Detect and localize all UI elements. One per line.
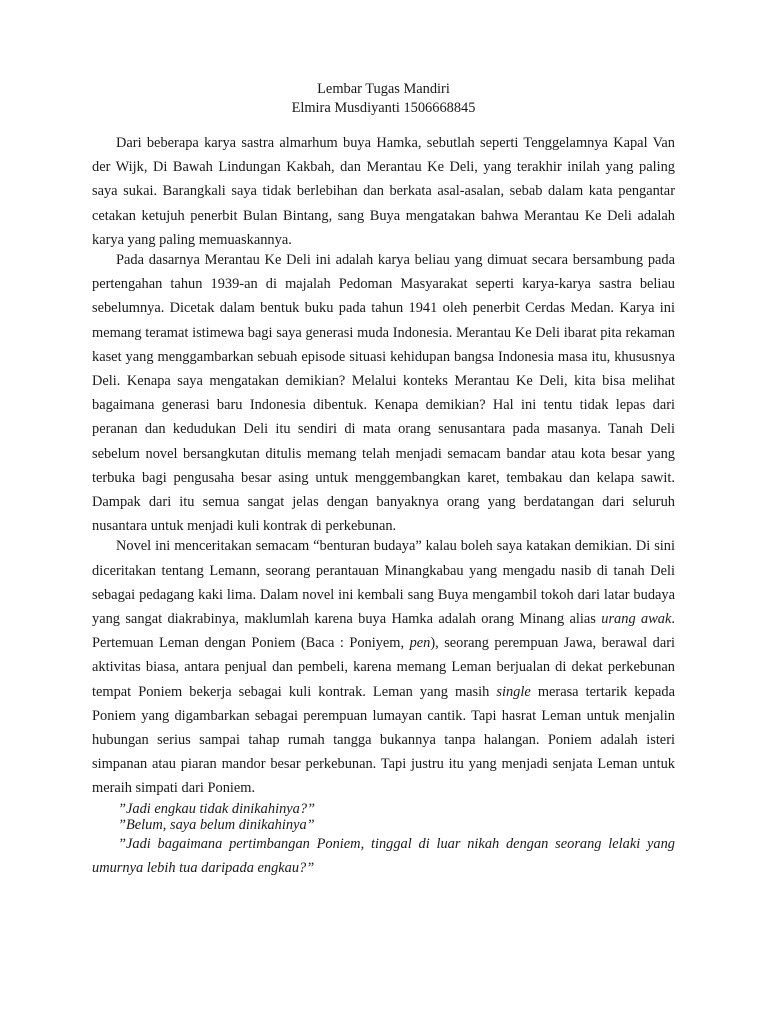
- document-title: Lembar Tugas Mandiri: [317, 81, 450, 97]
- paragraph-3: [92, 534, 675, 800]
- paragraph-2: Pada dasarnya Merantau Ke Deli ini adalah karya beliau yang dimuat secara bersambung pada pertengahan tahun 1939-an di majalah Pedoman Masyarakat seperti karya-karya sastra beliau sebelumnya. Dicetak dalam bentuk buku pada tahun 1941 oleh penerbit Cerdas Medan. Karya ini memang teramat istimewa bagi saya generasi muda Indonesia. Merantau Ke Deli ibarat pita rekaman kaset yang menggambarkan sebuah episode situasi kehidupan bangsa Indonesia masa itu, khususnya Deli. Kenapa saya mengatakan demikian? Melalui konteks Merantau Ke Deli, kita bisa melihat bagaimana generasi baru Indonesia dibentuk. Kenapa demikian? Hal ini tentu tidak lepas dari peranan dan kedudukan Deli itu sendiri di mata orang senusantara pada masanya. Tanah Deli sebelum novel bersangkutan ditulis memang telah menjadi semacam bandar atau kota besar yang terbuka bagi pengusaha besar asing untuk menggembangkan karet, tembakau dan kelapa sawit. Dampak dari itu semua sangat jelas dengan banyaknya orang yang berdatangan dari seluruh nusantara untuk menjadi kuli kontrak di perkebunan.: [92, 252, 675, 535]
- paragraph-3-italic-1: urang awak: [601, 611, 672, 628]
- paragraph-3-text-1: Novel ini menceritakan semacam “benturan budaya” kalau boleh saya katakan demikian. Di sini diceritakan tentang Lemann, seorang perantauan Minangkabau yang mengadu nasib di tanah Deli sebagai pedagang kaki lima. Dalam novel ini kembali sang Buya mengambil tokoh dari latar budaya yang sangat diakrabinya, maklumlah karena buya Hamka adalah orang Minang alias: [92, 538, 675, 628]
- paragraph-3-text-3: ), seorang perempuan Jawa, berawal dari aktivitas biasa, antara penjual dan pembeli, karena memang Leman berjualan di dekat perkebunan tempat Poniem bekerja sebagai kuli kontrak. Leman yang masih: [92, 635, 675, 700]
- paragraph-3-italic-2: pen: [409, 635, 431, 652]
- dialog-line-3: ”Jadi bagaimana pertimbangan Poniem, tinggal di luar nikah dengan seorang lelaki yang umurnya lebih tua daripada engkau?”: [92, 835, 675, 877]
- paragraph-1: Dari beberapa karya sastra almarhum buya Hamka, sebutlah seperti Tenggelamnya Kapal Van der Wijk, Di Bawah Lindungan Kakbah, dan Merantau Ke Deli, yang terakhir inilah yang paling saya sukai. Barangkali saya tidak berlebihan dan berkata asal-asalan, sebab dalam kata pengantar cetakan ketujuh penerbit Bulan Bintang, sang Buya mengatakan bahwa Merantau Ke Deli adalah karya yang paling memuaskannya.: [92, 135, 675, 248]
- author-line: Elmira Musdiyanti 1506668845: [291, 100, 476, 116]
- paragraph-3-italic-3: single: [496, 683, 531, 700]
- title-block: [92, 80, 675, 118]
- dialog-line-1: ”Jadi engkau tidak dinikahinya?”: [118, 800, 316, 817]
- paragraph-3-text-4: merasa tertarik kepada Poniem yang digambarkan sebagai perempuan lumayan cantik. Tapi hasrat Leman untuk menjalin hubungan serius sampai tahap rumah tangga bukannya tanpa halangan. Poniem adalah isteri simpanan atau piaran mandor besar perkebunan. Tapi justru itu yang menjadi senjata Leman untuk meraih simpati dari Poniem.: [92, 683, 675, 797]
- paragraph-3-text-2: . Pertemuan Leman dengan Poniem (Baca : Poniyem,: [92, 611, 675, 652]
- document-page: [92, 80, 675, 881]
- dialog-line-2: ”Belum, saya belum dinikahinya”: [118, 817, 315, 834]
